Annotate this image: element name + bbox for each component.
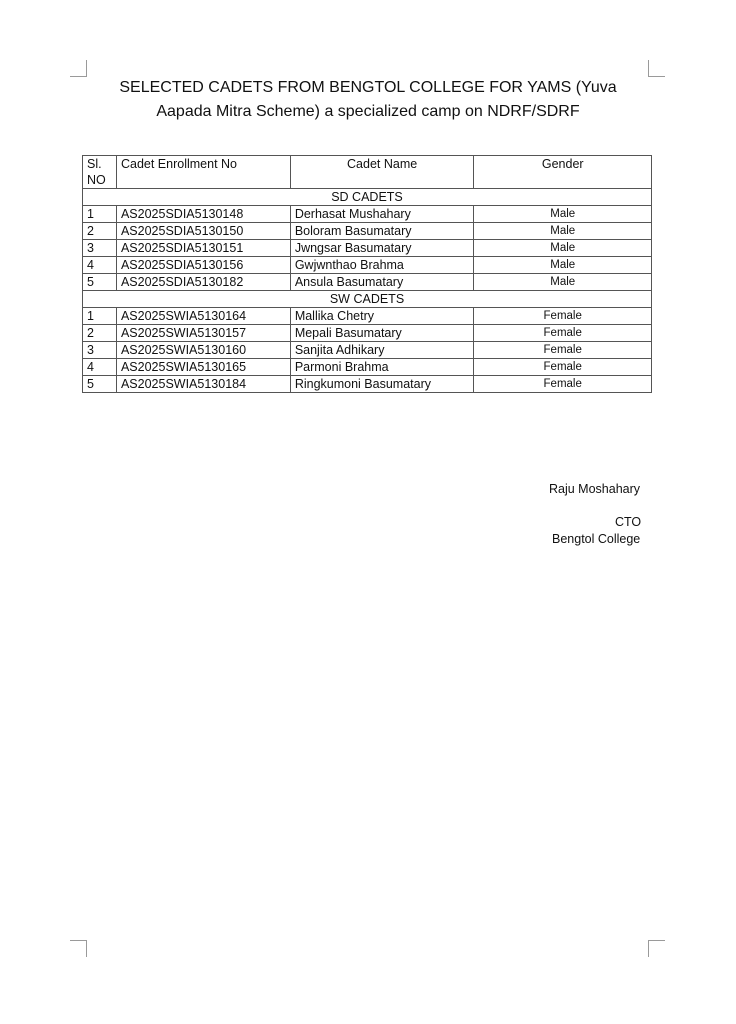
group-header-row bbox=[83, 189, 652, 206]
header-sl-no: Sl. NO bbox=[83, 156, 117, 189]
cell-gender: Female bbox=[474, 359, 652, 376]
cell-sl-no: 5 bbox=[83, 376, 117, 393]
document-title: SELECTED CADETS FROM BENGTOL COLLEGE FOR YAMS (Yuva Aapada Mitra Scheme) a specialized camp on NDRF/SDRF bbox=[119, 79, 617, 120]
group-label: SD CADETS bbox=[83, 189, 652, 206]
crop-mark-bottom-right bbox=[648, 940, 665, 957]
table-row bbox=[83, 325, 652, 342]
cell-cadet-name: Ansula Basumatary bbox=[290, 274, 474, 291]
cell-cadet-name: Gwjwnthao Brahma bbox=[290, 257, 474, 274]
cell-enrollment-no: AS2025SDIA5130148 bbox=[116, 206, 290, 223]
cell-enrollment-no: AS2025SDIA5130151 bbox=[116, 240, 290, 257]
cell-cadet-name: Ringkumoni Basumatary bbox=[290, 376, 474, 393]
cell-cadet-name: Mallika Chetry bbox=[290, 308, 474, 325]
group-label: SW CADETS bbox=[83, 291, 652, 308]
cell-sl-no: 5 bbox=[83, 274, 117, 291]
cell-gender: Male bbox=[474, 206, 652, 223]
cell-enrollment-no: AS2025SWIA5130164 bbox=[116, 308, 290, 325]
cell-gender: Male bbox=[474, 257, 652, 274]
cell-sl-no: 1 bbox=[83, 308, 117, 325]
cell-enrollment-no: AS2025SWIA5130184 bbox=[116, 376, 290, 393]
cell-gender: Male bbox=[474, 223, 652, 240]
cell-gender: Female bbox=[474, 376, 652, 393]
table-row bbox=[83, 342, 652, 359]
cell-cadet-name: Derhasat Mushahary bbox=[290, 206, 474, 223]
table-row bbox=[83, 257, 652, 274]
table-row bbox=[83, 240, 652, 257]
signatory-role: CTO bbox=[615, 515, 642, 529]
cell-enrollment-no: AS2025SDIA5130182 bbox=[116, 274, 290, 291]
cell-sl-no: 4 bbox=[83, 257, 117, 274]
cell-sl-no: 4 bbox=[83, 359, 117, 376]
table-body bbox=[83, 189, 652, 393]
crop-mark-top-left bbox=[70, 60, 87, 77]
cell-cadet-name: Boloram Basumatary bbox=[290, 223, 474, 240]
cell-enrollment-no: AS2025SDIA5130150 bbox=[116, 223, 290, 240]
cell-enrollment-no: AS2025SDIA5130156 bbox=[116, 257, 290, 274]
crop-mark-bottom-left bbox=[70, 940, 87, 957]
cell-sl-no: 2 bbox=[83, 325, 117, 342]
group-header-row bbox=[83, 291, 652, 308]
table-row bbox=[83, 359, 652, 376]
crop-mark-top-right bbox=[648, 60, 665, 77]
cell-enrollment-no: AS2025SWIA5130165 bbox=[116, 359, 290, 376]
header-cadet-name: Cadet Name bbox=[290, 156, 474, 189]
cell-cadet-name: Parmoni Brahma bbox=[290, 359, 474, 376]
cell-sl-no: 1 bbox=[83, 206, 117, 223]
cell-gender: Female bbox=[474, 325, 652, 342]
header-enrollment-no: Cadet Enrollment No bbox=[116, 156, 290, 189]
signatory-name: Raju Moshahary bbox=[549, 482, 641, 496]
cell-enrollment-no: AS2025SWIA5130157 bbox=[116, 325, 290, 342]
cadets-table bbox=[82, 155, 652, 393]
cell-enrollment-no: AS2025SWIA5130160 bbox=[116, 342, 290, 359]
cell-gender: Female bbox=[474, 342, 652, 359]
cell-gender: Male bbox=[474, 274, 652, 291]
cell-cadet-name: Mepali Basumatary bbox=[290, 325, 474, 342]
table-row bbox=[83, 376, 652, 393]
cell-sl-no: 3 bbox=[83, 240, 117, 257]
table-header-row bbox=[83, 156, 652, 189]
signatory-organization: Bengtol College bbox=[552, 532, 641, 546]
cell-sl-no: 3 bbox=[83, 342, 117, 359]
table-row bbox=[83, 274, 652, 291]
table-row bbox=[83, 206, 652, 223]
table-row bbox=[83, 308, 652, 325]
cell-sl-no: 2 bbox=[83, 223, 117, 240]
cell-cadet-name: Sanjita Adhikary bbox=[290, 342, 474, 359]
cell-gender: Male bbox=[474, 240, 652, 257]
table-row bbox=[83, 223, 652, 240]
cell-gender: Female bbox=[474, 308, 652, 325]
header-gender: Gender bbox=[474, 156, 652, 189]
cell-cadet-name: Jwngsar Basumatary bbox=[290, 240, 474, 257]
